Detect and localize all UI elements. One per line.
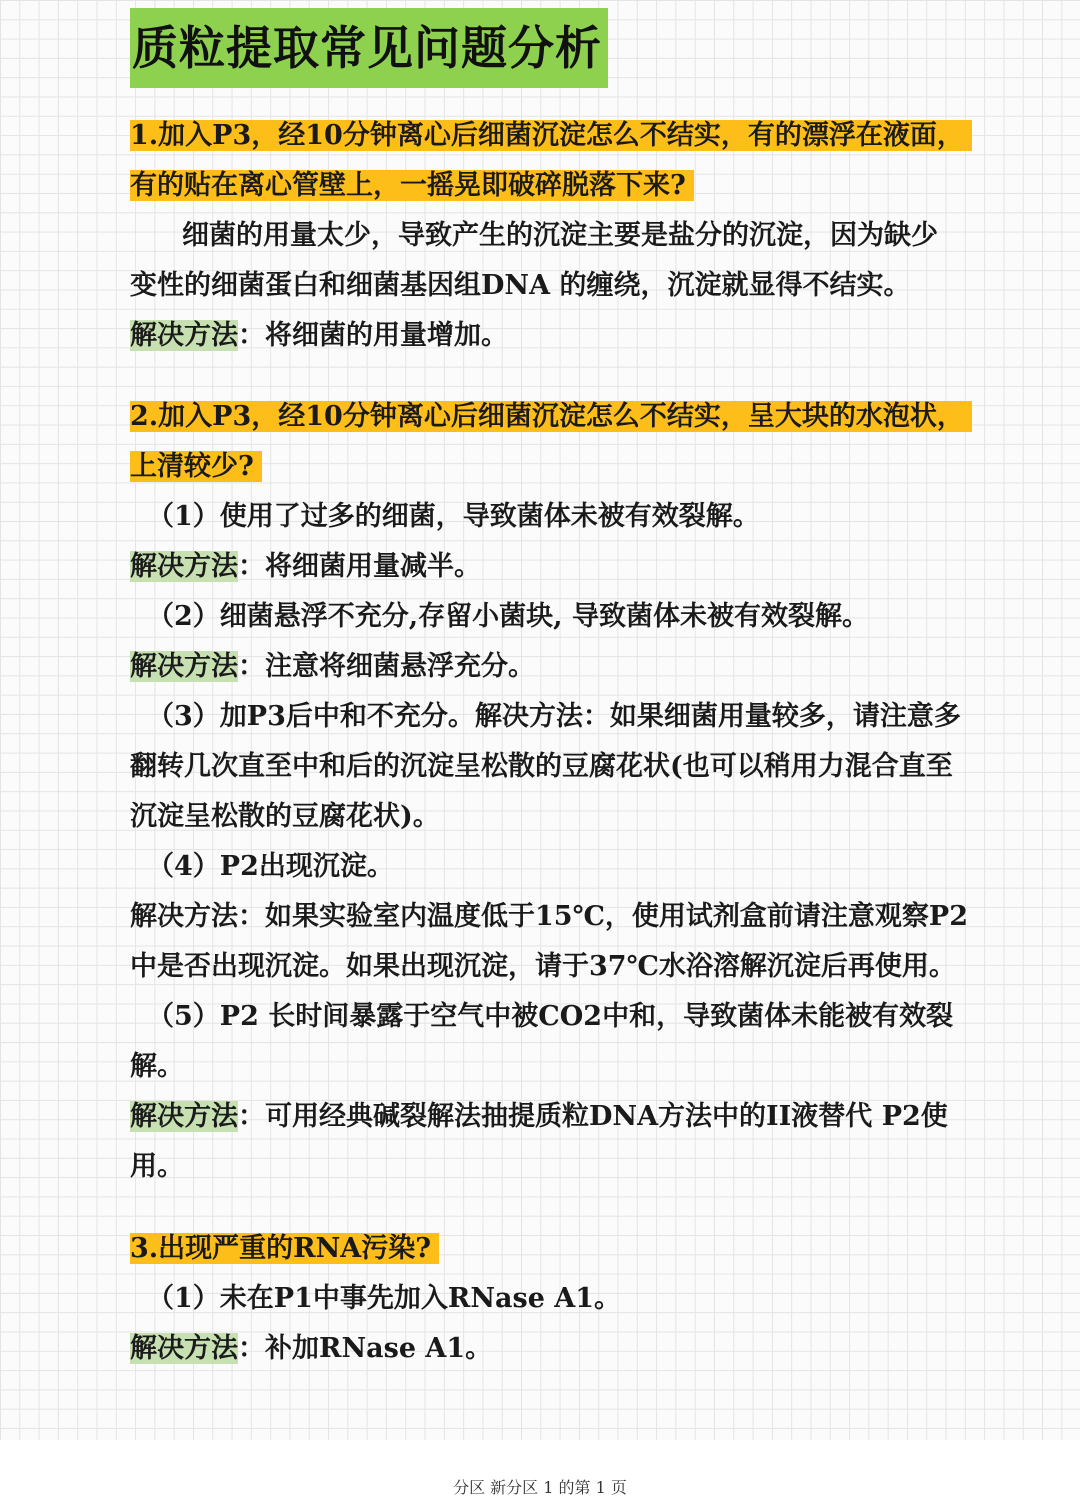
solution-label: 解决方法 bbox=[130, 320, 238, 351]
solution-2-2 bbox=[130, 642, 1020, 692]
item-2-1: （1）使用了过多的细菌，导致菌体未被有效裂解。 bbox=[147, 501, 760, 532]
solution-label: 解决方法 bbox=[130, 551, 238, 582]
solution-2-1 bbox=[130, 542, 1020, 592]
solution-text: ：注意将细菌悬浮充分。 bbox=[238, 651, 535, 682]
solution-text: ：将细菌的用量增加。 bbox=[238, 320, 508, 351]
item-2-4-solution-line-1: 解决方法：如果实验室内温度低于15℃，使用试剂盒前请注意观察P2 bbox=[130, 901, 969, 932]
answer-1-line-2: 变性的细菌蛋白和细菌基因组DNA 的缠绕，沉淀就显得不结实。 bbox=[130, 270, 911, 301]
item-2-3-line-2: 翻转几次直至中和后的沉淀呈松散的豆腐花状(也可以稍用力混合直至 bbox=[130, 751, 953, 782]
item-2-5-line-2: 解。 bbox=[130, 1051, 184, 1082]
page-footer: 分区 新分区 1 的第 1 页 bbox=[453, 1478, 627, 1497]
question-2-line-1: 2.加入P3，经10分钟离心后细菌沉淀怎么不结实，呈大块的水泡状， bbox=[130, 401, 972, 432]
item-3-1: （1）未在P1中事先加入RNase A1。 bbox=[147, 1283, 622, 1314]
solution-text: ：可用经典碱裂解法抽提质粒DNA方法中的II液替代 P2使 bbox=[238, 1101, 948, 1132]
section-1 bbox=[130, 111, 1020, 361]
question-1-line-1: 1.加入P3，经10分钟离心后细菌沉淀怎么不结实，有的漂浮在液面， bbox=[130, 120, 972, 151]
section-2 bbox=[130, 392, 1020, 1192]
solution-label: 解决方法 bbox=[130, 1333, 238, 1364]
page-title: 质粒提取常见问题分析 bbox=[130, 8, 608, 88]
solution-label: 解决方法 bbox=[130, 1101, 238, 1132]
item-2-2: （2）细菌悬浮不充分,存留小菌块, 导致菌体未被有效裂解。 bbox=[147, 601, 869, 632]
question-3: 3.出现严重的RNA污染? bbox=[130, 1233, 439, 1264]
solution-text: ：补加RNase A1。 bbox=[238, 1333, 493, 1364]
answer-1-line-1: 细菌的用量太少，导致产生的沉淀主要是盐分的沉淀，因为缺少 bbox=[182, 220, 938, 251]
solution-3-1 bbox=[130, 1324, 1020, 1374]
solution-text: ：将细菌用量减半。 bbox=[238, 551, 481, 582]
solution-1 bbox=[130, 311, 1020, 361]
item-2-4: （4）P2出现沉淀。 bbox=[147, 851, 394, 882]
section-3 bbox=[130, 1224, 1020, 1374]
item-2-3-line-1: （3）加P3后中和不充分。解决方法：如果细菌用量较多，请注意多 bbox=[147, 701, 961, 732]
question-1-line-2: 有的贴在离心管壁上，一摇晃即破碎脱落下来? bbox=[130, 170, 694, 201]
item-2-4-solution-line-2: 中是否出现沉淀。如果出现沉淀，请于37℃水浴溶解沉淀后再使用。 bbox=[130, 951, 956, 982]
item-2-5-line-1: （5）P2 长时间暴露于空气中被CO2中和，导致菌体未能被有效裂 bbox=[147, 1001, 954, 1032]
solution-2-5 bbox=[130, 1092, 1020, 1142]
item-2-3-line-3: 沉淀呈松散的豆腐花状)。 bbox=[130, 801, 440, 832]
solution-2-5-line-2: 用。 bbox=[130, 1151, 184, 1182]
solution-label: 解决方法 bbox=[130, 651, 238, 682]
document-body bbox=[130, 111, 1020, 1374]
question-2-line-2: 上清较少? bbox=[130, 451, 262, 482]
